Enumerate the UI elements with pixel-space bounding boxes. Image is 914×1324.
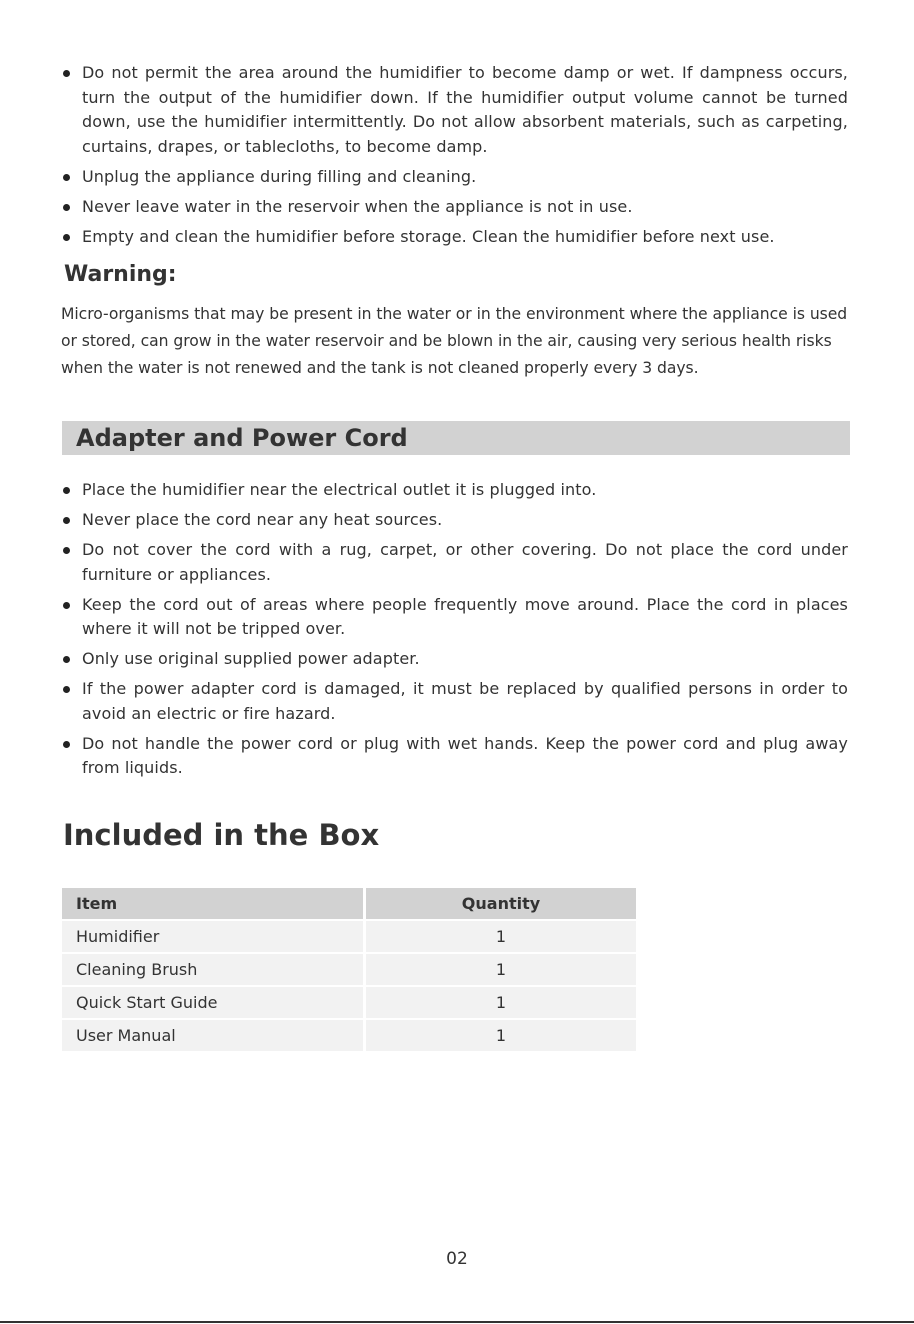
item-cell: User Manual xyxy=(62,1018,366,1051)
quantity-cell: 1 xyxy=(366,952,636,985)
list-item: Never place the cord near any heat sources. xyxy=(62,508,848,533)
list-item: Never leave water in the reservoir when the appliance is not in use. xyxy=(62,195,848,220)
box-contents-title: Included in the Box xyxy=(63,818,380,852)
warning-paragraph: Micro-organisms that may be present in the water or in the environment where the appliance is used or stored, can grow in the water reservoir and be blown in the air, causing very serious health risks when the water is not renewed and the tank is not cleaned properly every 3 days. xyxy=(61,305,848,377)
list-item: Place the humidifier near the electrical outlet it is plugged into. xyxy=(62,478,848,503)
power-cord-list xyxy=(62,478,848,786)
table-header-row xyxy=(62,888,636,919)
warning-heading: Warning: xyxy=(64,262,177,287)
adapter-section-header xyxy=(62,421,850,455)
list-item: Do not cover the cord with a rug, carpet, or other covering. Do not place the cord under furniture or appliances. xyxy=(62,538,848,587)
list-item: Only use original supplied power adapter. xyxy=(62,647,848,672)
box-contents-table xyxy=(62,888,636,1051)
humidifier-care-list xyxy=(62,61,848,255)
page-number: 02 xyxy=(446,1249,468,1269)
list-item: Do not permit the area around the humidifier to become damp or wet. If dampness occurs, turn the output of the humidifier down. If the humidifier output volume cannot be turned down, use the humidifier intermittently. Do not allow absorbent materials, such as carpeting, curtains, drapes, or tablecloths, to become damp. xyxy=(62,61,848,159)
quantity-column-header: Quantity xyxy=(366,888,636,919)
table-row xyxy=(62,919,636,952)
quantity-cell: 1 xyxy=(366,985,636,1018)
item-cell: Humidifier xyxy=(62,919,366,952)
quantity-cell: 1 xyxy=(366,1018,636,1051)
list-item: Keep the cord out of areas where people frequently move around. Place the cord in places where it will not be tripped over. xyxy=(62,593,848,642)
page-bottom-rule xyxy=(0,1321,914,1323)
list-item: Unplug the appliance during filling and cleaning. xyxy=(62,165,848,190)
item-column-header: Item xyxy=(62,888,366,919)
table-row xyxy=(62,985,636,1018)
quantity-cell: 1 xyxy=(366,919,636,952)
table-row xyxy=(62,1018,636,1051)
list-item: Do not handle the power cord or plug with wet hands. Keep the power cord and plug away from liquids. xyxy=(62,732,848,781)
list-item: If the power adapter cord is damaged, it must be replaced by qualified persons in order to avoid an electric or fire hazard. xyxy=(62,677,848,726)
item-cell: Quick Start Guide xyxy=(62,985,366,1018)
adapter-section-title: Adapter and Power Cord xyxy=(76,424,408,452)
item-cell: Cleaning Brush xyxy=(62,952,366,985)
table-row xyxy=(62,952,636,985)
list-item: Empty and clean the humidifier before storage. Clean the humidifier before next use. xyxy=(62,225,848,250)
